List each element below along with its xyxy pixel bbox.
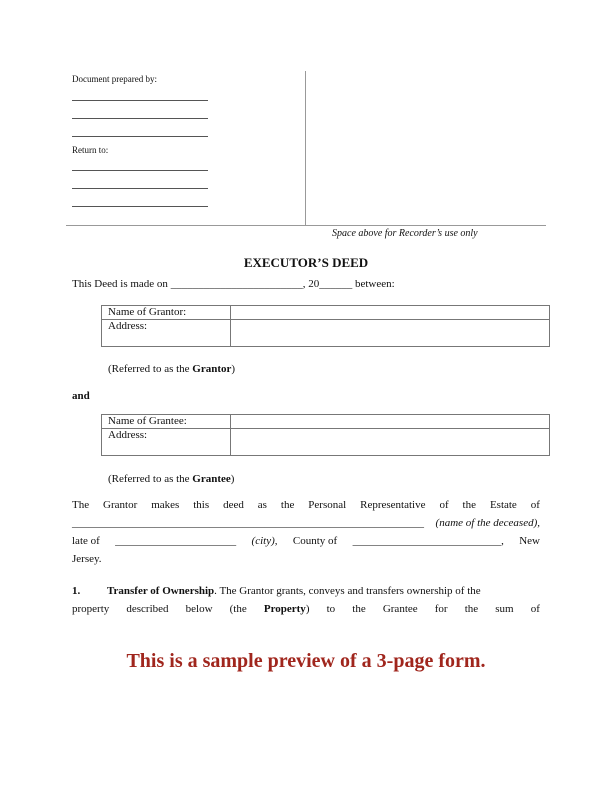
- grantor-name-field[interactable]: [231, 306, 550, 320]
- grantee-address-label: Address:: [102, 429, 231, 456]
- intro-line: [72, 278, 395, 290]
- grantee-name-label: Name of Grantee:: [102, 415, 231, 429]
- estate-word: this: [193, 499, 210, 511]
- estate-word: makes: [151, 499, 180, 511]
- estate-word: the: [462, 499, 476, 511]
- section-word: to: [326, 603, 336, 615]
- section-word-property: Property): [263, 603, 310, 615]
- county-of-label: County of: [292, 535, 338, 547]
- section-word: for: [434, 603, 448, 615]
- section-word: below: [185, 603, 213, 615]
- city-blank[interactable]: ______________________: [115, 535, 237, 547]
- section-word: property: [72, 603, 110, 615]
- grantor-address-field[interactable]: [231, 320, 550, 347]
- return-to-line-1: [72, 170, 208, 171]
- section-1-line-1: [72, 585, 540, 597]
- grantor-ref-prefix: (Referred to as the: [108, 363, 193, 375]
- prepared-by-line-1: [72, 100, 208, 101]
- grantee-reference: [108, 473, 234, 485]
- intro-between: between:: [352, 278, 395, 290]
- section-1-line1-rest: . The Grantor grants, conveys and transfers ownership of the: [214, 585, 481, 597]
- section-word: the: [464, 603, 479, 615]
- intro-made-on: This Deed is made on: [72, 278, 168, 290]
- section-word: (the: [229, 603, 247, 615]
- return-to-line-2: [72, 188, 208, 189]
- recorder-note: Space above for Recorder’s use only: [332, 228, 478, 239]
- grantee-ref-term: Grantee: [192, 473, 231, 485]
- deceased-blank[interactable]: ________________________________________________________________: [72, 517, 424, 529]
- late-of-label: late of: [72, 535, 100, 547]
- grantee-ref-suffix: ): [230, 473, 235, 485]
- estate-line-1: [72, 499, 540, 511]
- prepared-by-line-3: [72, 136, 208, 137]
- section-word: Grantee: [382, 603, 418, 615]
- return-to-label: Return to:: [72, 145, 109, 155]
- estate-word: deed: [223, 499, 244, 511]
- grantor-address-label: Address:: [102, 320, 231, 347]
- city-label: (city),: [251, 535, 278, 547]
- county-blank[interactable]: ___________________________,: [352, 535, 504, 547]
- grantee-address-field[interactable]: [231, 429, 550, 456]
- sample-preview-notice: This is a sample preview of a 3-page form.: [126, 650, 486, 672]
- document-title: EXECUTOR’S DEED: [243, 255, 369, 270]
- estate-word: as: [257, 499, 267, 511]
- grantor-ref-term: Grantor: [192, 363, 232, 375]
- section-word: of: [530, 603, 540, 615]
- section-1-number: 1.: [72, 585, 81, 597]
- estate-word: the: [280, 499, 295, 511]
- section-1-line-2: [72, 603, 540, 615]
- state-part-2: Jersey.: [72, 553, 102, 565]
- estate-line-2: [72, 517, 540, 529]
- grantor-ref-suffix: ): [231, 363, 236, 375]
- estate-word: of: [439, 499, 449, 511]
- section-word: described: [126, 603, 169, 615]
- recorder-divider-vertical: [305, 71, 306, 225]
- recorder-divider-horizontal: [66, 225, 546, 226]
- grantor-table: [101, 305, 550, 347]
- year-prefix: , 20: [302, 278, 320, 290]
- property-term: Property: [263, 603, 306, 615]
- estate-word: of: [530, 499, 540, 511]
- estate-word: Estate: [489, 499, 517, 511]
- return-to-line-3: [72, 206, 208, 207]
- section-word: sum: [495, 603, 514, 615]
- grantor-name-label: Name of Grantor:: [102, 306, 231, 320]
- year-blank[interactable]: ______: [319, 278, 353, 290]
- grantee-ref-prefix: (Referred to as the: [108, 473, 193, 485]
- section-word: the: [352, 603, 366, 615]
- state-part-1: New: [519, 535, 540, 547]
- estate-word: Personal: [308, 499, 347, 511]
- estate-word: Grantor: [103, 499, 138, 511]
- grantee-table: [101, 414, 550, 456]
- and-label: and: [72, 390, 90, 402]
- date-blank[interactable]: ________________________: [170, 278, 303, 290]
- estate-line-3: [72, 535, 540, 547]
- prepared-by-label: Document prepared by:: [72, 74, 157, 84]
- deceased-label: (name of the deceased),: [435, 517, 540, 529]
- estate-word: Representative: [360, 499, 426, 511]
- estate-word: The: [72, 499, 90, 511]
- prepared-by-line-2: [72, 118, 208, 119]
- grantor-reference: [108, 363, 235, 375]
- grantee-name-field[interactable]: [231, 415, 550, 429]
- section-1-heading: Transfer of Ownership: [107, 585, 215, 597]
